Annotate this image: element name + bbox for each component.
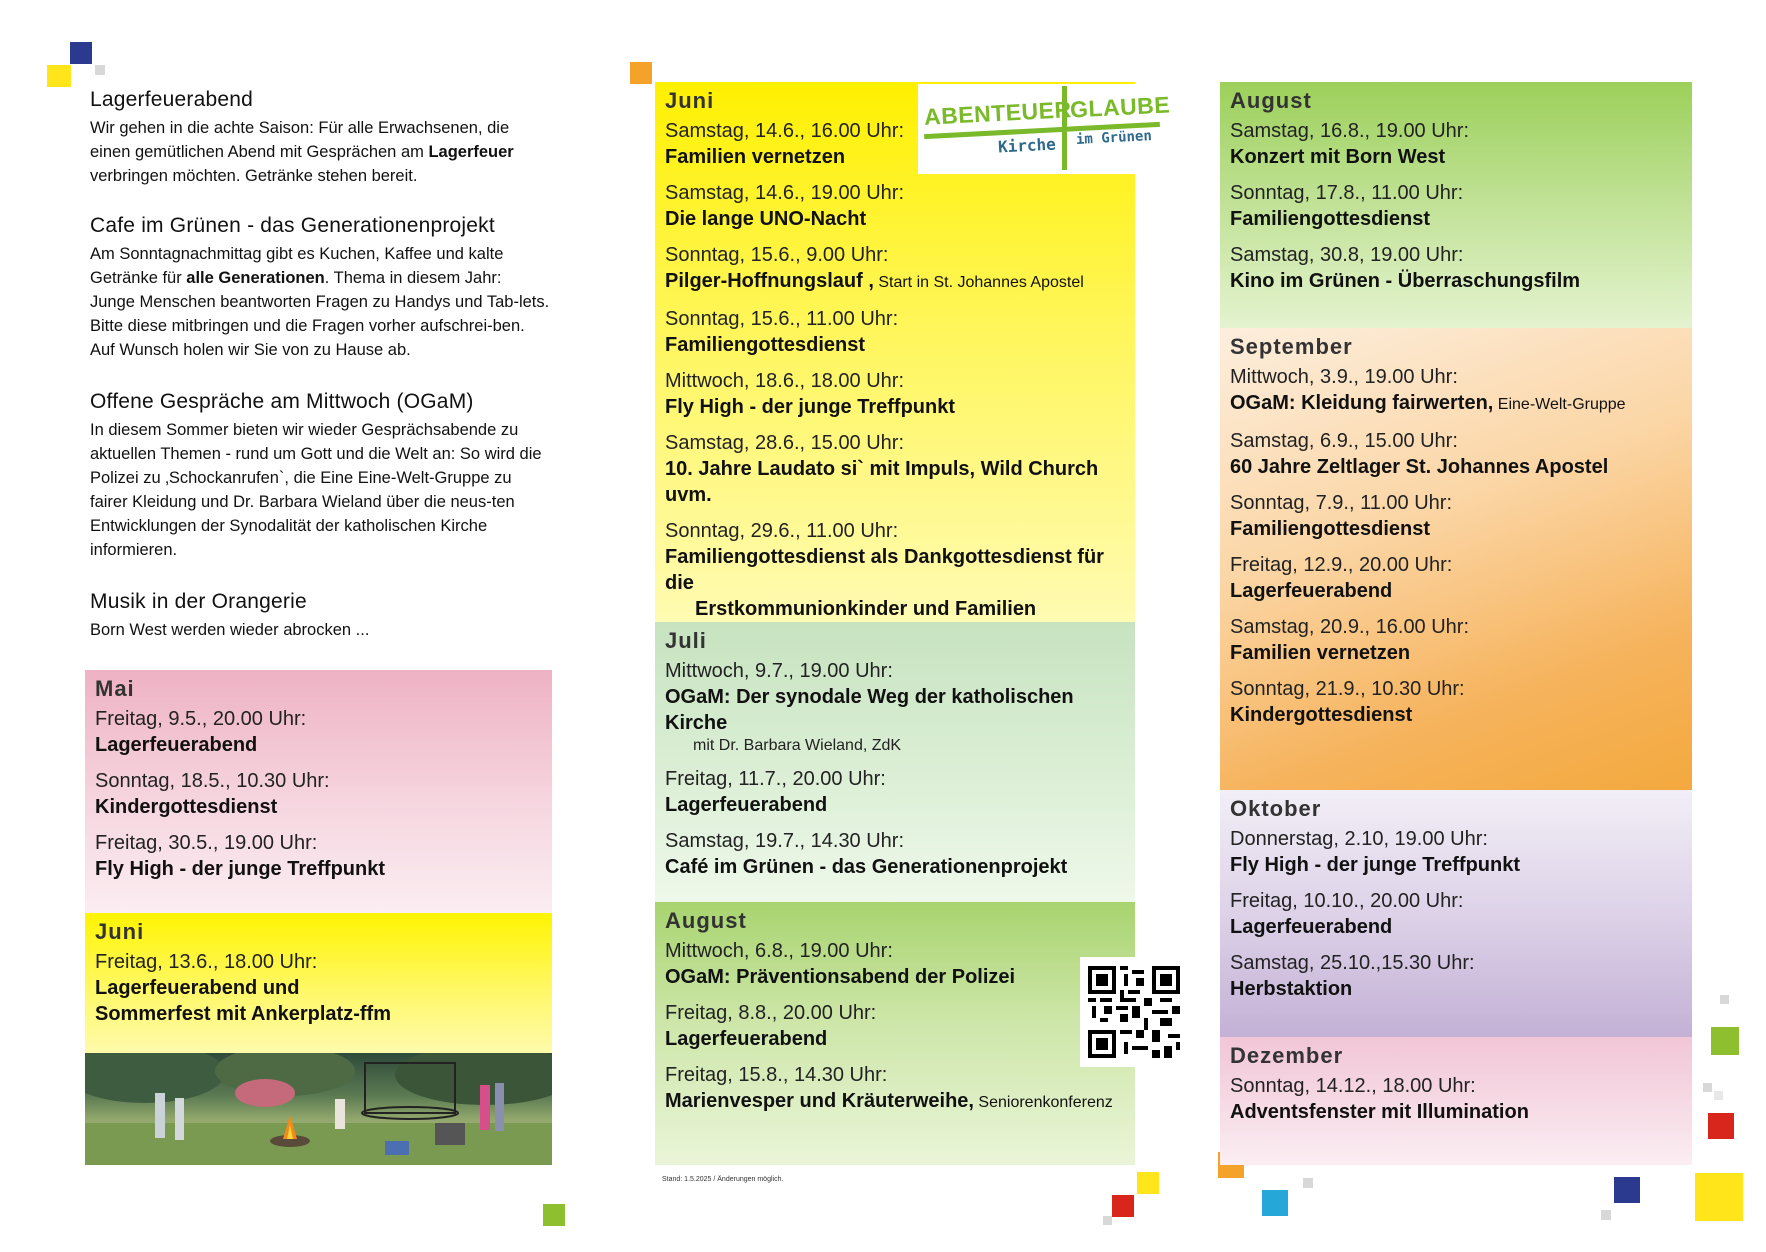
logo-word: GLAUBE [1069,91,1171,123]
deco-square [1137,1172,1159,1194]
stand-note: Stand: 1.5.2025 / Änderungen möglich. [662,1176,784,1183]
event-date: Freitag, 8.8., 20.00 Uhr: [665,1002,877,1024]
event [1230,242,1682,294]
event-date: Sonntag, 18.5., 10.30 Uhr: [95,770,330,792]
event-title: Lagerfeuerabend [1230,580,1393,602]
event-title: Herbstaktion [1230,978,1353,1000]
event-date: Freitag, 9.5., 20.00 Uhr: [95,708,307,730]
event-title: Familiengottesdienst [1230,208,1431,230]
event [665,658,1125,756]
deco-square [1601,1210,1611,1220]
intro-title: Lagerfeuerabend [90,88,253,111]
intro-title: Offene Gespräche am Mittwoch (OGaM) [90,390,474,413]
event [1230,1073,1682,1125]
event [1230,490,1682,542]
event-title: OGaM: Präventionsabend der Polizei [665,966,1016,988]
event-subtitle: mit Dr. Barbara Wieland, ZdK [693,737,902,754]
event-date: Sonntag, 21.9., 10.30 Uhr: [1230,678,1465,700]
event [95,768,542,820]
logo-word: ABENTEUER [923,96,1073,130]
intro-cafe [90,214,550,362]
intro-text: Wir gehen in die achte Saison: Für alle Erwachsenen, die einen gemütlichen Abend mit Gesprächen am Lagerfeuer verbringen möchten. Getränke stehen bereit. [90,119,514,185]
event-date: Samstag, 14.6., 19.00 Uhr: [665,182,905,204]
event-date: Freitag, 12.9., 20.00 Uhr: [1230,554,1453,576]
event-title: 60 Jahre Zeltlager St. Johannes Apostel [1230,456,1609,478]
event-date: Sonntag, 15.6., 9.00 Uhr: [665,244,889,266]
month-august-middle [655,902,1135,1165]
event [665,180,1125,232]
event [1230,614,1682,666]
deco-square [1695,1173,1743,1221]
intro-title: Cafe im Grünen - das Generationenprojekt [90,214,495,237]
deco-square [1720,995,1729,1004]
event [95,949,542,1027]
intro-text: In diesem Sommer bieten wir wieder Gesprächsabende zu aktuellen Themen - rund um Gott und die Welt an: So wird die Polizei zu ‚Schockanrufen`, die Eine Eine-Welt-Gruppe zu fairer Kleidung und Dr. Barbara Wieland über die neus-ten Entwicklungen der Synodalität der katholischen Kirche informieren. [90,421,542,559]
month-heading: Mai [95,676,135,701]
event-date: Samstag, 20.9., 16.00 Uhr: [1230,616,1470,638]
event-date: Samstag, 28.6., 15.00 Uhr: [665,432,905,454]
event-title-line2: Erstkommunionkinder und Familien [695,598,1037,620]
event [1230,428,1682,480]
event-title: Lagerfeuerabend [665,794,828,816]
deco-square [47,65,71,87]
event-date: Sonntag, 29.6., 11.00 Uhr: [665,520,899,542]
intro-title: Musik in der Orangerie [90,590,307,613]
month-heading: September [1230,334,1353,359]
event-date: Sonntag, 7.9., 11.00 Uhr: [1230,492,1453,514]
month-heading: Dezember [1230,1043,1344,1068]
month-heading: August [665,908,747,933]
deco-square [70,42,92,64]
deco-square [1714,1091,1723,1100]
deco-square [1614,1177,1640,1203]
event-date: Samstag, 16.8., 19.00 Uhr: [1230,120,1470,142]
event-title: Adventsfenster mit Illumination [1230,1101,1529,1123]
event-date: Mittwoch, 18.6., 18.00 Uhr: [665,370,905,392]
event-title: OGaM: Der synodale Weg der katholischen Kirche [665,686,1074,734]
event [665,1000,1125,1052]
event-date: Sonntag, 17.8., 11.00 Uhr: [1230,182,1464,204]
event-title: Kindergottesdienst [1230,704,1413,726]
event-date: Freitag, 30.5., 19.00 Uhr: [95,832,318,854]
event-date: Freitag, 13.6., 18.00 Uhr: [95,951,318,973]
month-heading: Juni [665,88,715,113]
event-title: Pilger-Hoffnungslauf , Start in St. Johannes Apostel [665,270,1084,292]
event-title: Familiengottesdienst [1230,518,1431,540]
event-date: Mittwoch, 3.9., 19.00 Uhr: [1230,366,1458,388]
deco-square [543,1204,565,1226]
event-date: Sonntag, 14.12., 18.00 Uhr: [1230,1075,1476,1097]
event [1230,180,1682,232]
event-title: Familiengottesdienst [665,334,866,356]
event-title: Familien vernetzen [665,146,846,168]
event-title: Kino im Grünen - Überraschungsfilm [1230,270,1581,292]
event-title: Fly High - der junge Treffpunkt [1230,854,1520,876]
event-title: Fly High - der junge Treffpunkt [95,858,385,880]
event [1230,888,1682,940]
month-september [1220,328,1692,790]
month-heading: Juli [665,628,707,653]
event [1230,950,1682,1002]
deco-square [1703,1083,1712,1092]
event [95,706,542,758]
month-mai [85,670,552,915]
deco-square [1103,1216,1112,1225]
month-juni-left [85,913,552,1058]
event-date: Samstag, 6.9., 15.00 Uhr: [1230,430,1458,452]
event [665,518,1125,622]
event-title: Familiengottesdienst als Dankgottesdienst für die [665,546,1104,594]
event [1230,118,1682,170]
event-title: Lagerfeuerabend und [95,977,300,999]
event-title: OGaM: Kleidung fairwerten, Eine-Welt-Gruppe [1230,392,1626,414]
deco-square [630,62,652,84]
intro-ogam [90,390,550,562]
deco-square [1711,1027,1739,1055]
month-dezember [1220,1037,1692,1165]
deco-square [95,65,105,75]
qr-code-graphic [1088,965,1180,1059]
event-date: Mittwoch, 9.7., 19.00 Uhr: [665,660,893,682]
event-date: Freitag, 10.10., 20.00 Uhr: [1230,890,1464,912]
event [1230,676,1682,728]
event-date: Sonntag, 15.6., 11.00 Uhr: [665,308,899,330]
event-date: Freitag, 15.8., 14.30 Uhr: [665,1064,888,1086]
deco-square [1708,1113,1734,1139]
event [665,430,1125,508]
event-title: Kindergottesdienst [95,796,278,818]
event [1230,552,1682,604]
event-title: Lagerfeuerabend [95,734,258,756]
event [665,938,1125,990]
intro-lagerfeuer [90,88,550,188]
month-heading: August [1230,88,1312,113]
event [665,828,1125,880]
month-heading: Juni [95,919,145,944]
deco-square [1112,1195,1134,1217]
event-date: Mittwoch, 6.8., 19.00 Uhr: [665,940,893,962]
event-date: Samstag, 30.8, 19.00 Uhr: [1230,244,1464,266]
event-title: Konzert mit Born West [1230,146,1446,168]
qr-code[interactable] [1080,957,1188,1067]
intro-text: Am Sonntagnachmittag gibt es Kuchen, Kaffee und kalte Getränke für alle Generationen. Thema in diesem Jahr: Junge Menschen beantworten Fragen zu Handys und Tab-lets. Bitte diese mitbringen und die Fragen vorher aufschrei-ben. Auf Wunsch holen wir Sie von zu Hause ab. [90,245,550,359]
logo-word: im Grünen [1075,128,1153,148]
month-juli [655,622,1135,902]
event-title: Die lange UNO-Nacht [665,208,867,230]
campfire-photo [85,1053,552,1165]
event-date: Samstag, 25.10.,15.30 Uhr: [1230,952,1475,974]
campfire-scene [85,1053,552,1165]
event [1230,826,1682,878]
event-title-line2: Sommerfest mit Ankerplatz-ffm [95,1003,391,1025]
deco-square [1262,1190,1288,1216]
event-title: Lagerfeuerabend [1230,916,1393,938]
event-title: Café im Grünen - das Generationenprojekt [665,856,1068,878]
event [1230,364,1682,418]
month-heading: Oktober [1230,796,1322,821]
event-title: Fly High - der junge Treffpunkt [665,396,955,418]
event [665,242,1125,296]
intro-text: Born West werden wieder abrocken ... [90,621,370,639]
event-date: Donnerstag, 2.10, 19.00 Uhr: [1230,828,1488,850]
event-title: Marienvesper und Kräuterweihe, Seniorenkonferenz [665,1090,1113,1112]
event-title: 10. Jahre Laudato si` mit Impuls, Wild Church uvm. [665,458,1099,506]
abenteuer-glaube-logo [918,84,1171,174]
deco-square [1303,1178,1313,1188]
event [665,766,1125,818]
event-title: Familien vernetzen [1230,642,1411,664]
event-date: Samstag, 19.7., 14.30 Uhr: [665,830,905,852]
logo-word: Kirche [997,134,1057,157]
event [95,830,542,882]
month-oktober [1220,790,1692,1037]
event-date: Freitag, 11.7., 20.00 Uhr: [665,768,886,790]
month-august-right [1220,82,1692,328]
intro-musik [90,590,550,642]
event-title: Lagerfeuerabend [665,1028,828,1050]
event [665,1062,1125,1116]
event [665,306,1125,358]
event [665,368,1125,420]
event-date: Samstag, 14.6., 16.00 Uhr: [665,120,905,142]
